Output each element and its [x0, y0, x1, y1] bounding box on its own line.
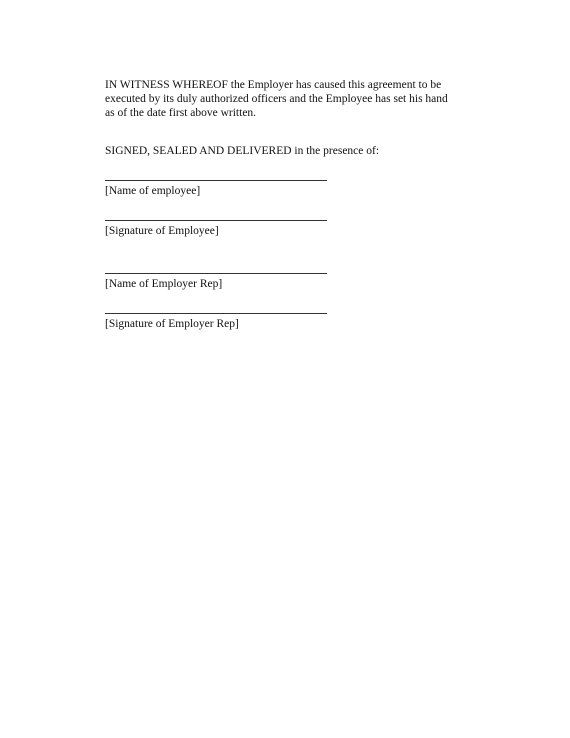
- signature-label: [Name of Employer Rep]: [105, 278, 223, 290]
- signature-rule: [105, 313, 327, 314]
- signature-label: [Name of employee]: [105, 185, 201, 197]
- signature-block-employer-rep-signature: [105, 313, 330, 331]
- signature-rule: [105, 180, 327, 181]
- witness-paragraph: [105, 78, 465, 120]
- signature-block-employee-name: [105, 180, 330, 198]
- signed-sealed-statement: SIGNED, SEALED AND DELIVERED in the presence of:: [105, 145, 380, 157]
- signature-block-employer-rep-name: [105, 273, 330, 291]
- signature-block-employee-signature: [105, 220, 330, 238]
- signature-label: [Signature of Employee]: [105, 225, 219, 237]
- signature-rule: [105, 273, 327, 274]
- signature-label: [Signature of Employer Rep]: [105, 318, 239, 330]
- witness-line: as of the date first above written.: [105, 107, 257, 119]
- signature-rule: [105, 220, 327, 221]
- witness-line: IN WITNESS WHEREOF the Employer has caused this agreement to be: [105, 79, 442, 91]
- witness-line: executed by its duly authorized officers and the Employee has set his hand: [105, 93, 448, 105]
